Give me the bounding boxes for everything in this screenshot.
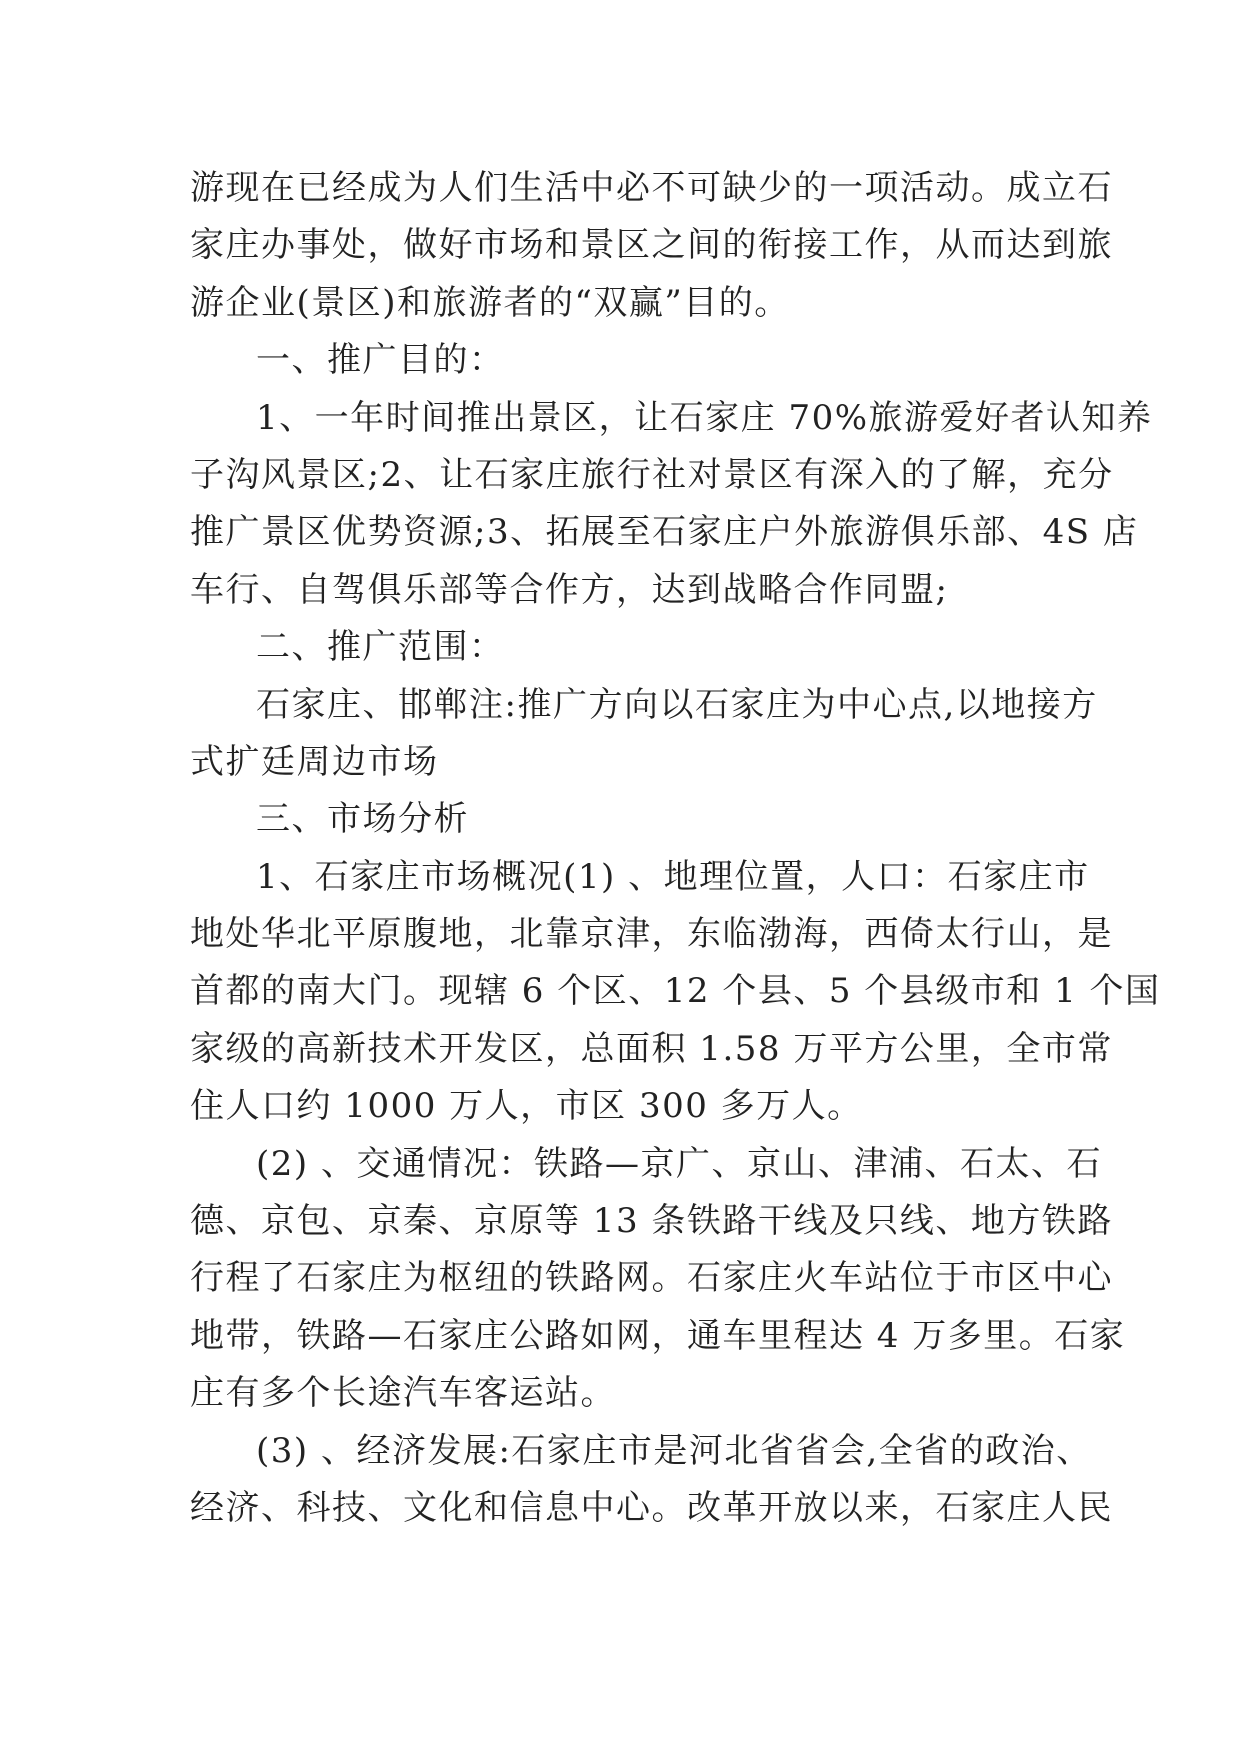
text-line: 家级的高新技术开发区，总面积 1.58 万平方公里，全市常 — [190, 1028, 1113, 1069]
text-line: 住人口约 1000 万人，市区 300 多万人。 — [190, 1086, 863, 1127]
text-line: (2) 、交通情况：铁路—京广、京山、津浦、石太、石 — [256, 1143, 1102, 1184]
text-line: 推广景区优势资源;3、拓展至石家庄户外旅游俱乐部、4S 店 — [190, 512, 1139, 553]
text-line: 1、一年时间推出景区，让石家庄 70%旅游爱好者认知养 — [256, 397, 1153, 438]
text-line: (3) 、经济发展:石家庄市是河北省省会,全省的政治、 — [256, 1430, 1092, 1471]
text-line: 式扩廷周边市场 — [190, 741, 439, 782]
document-body — [190, 160, 1161, 1537]
section-heading: 三、市场分析 — [256, 799, 469, 840]
text-line: 子沟风景区;2、让石家庄旅行社对景区有深入的了解，充分 — [190, 454, 1114, 495]
section-heading: 一、推广目的： — [256, 340, 505, 381]
text-line: 1、石家庄市场概况(1) 、地理位置，人口：石家庄市 — [256, 856, 1090, 897]
text-line: 地带，铁路—石家庄公路如网，通车里程达 4 万多里。石家 — [190, 1315, 1126, 1356]
text-line: 经济、科技、文化和信息中心。改革开放以来，石家庄人民 — [190, 1487, 1113, 1528]
text-line: 地处华北平原腹地，北靠京津，东临渤海，西倚太行山，是 — [190, 914, 1113, 955]
text-line: 首都的南大门。现辖 6 个区、12 个县、5 个县级市和 1 个国 — [190, 971, 1161, 1012]
text-line: 石家庄、邯郸注:推广方向以石家庄为中心点,以地接方 — [256, 684, 1098, 725]
text-line: 德、京包、京秦、京原等 13 条铁路干线及只线、地方铁路 — [190, 1201, 1113, 1242]
text-line: 庄有多个长途汽车客运站。 — [190, 1373, 616, 1414]
text-line: 家庄办事处，做好市场和景区之间的衔接工作，从而达到旅 — [190, 225, 1113, 266]
text-line: 车行、自驾俱乐部等合作方，达到战略合作同盟; — [190, 569, 949, 610]
text-line: 行程了石家庄为枢纽的铁路网。石家庄火车站位于市区中心 — [190, 1258, 1113, 1299]
text-line: 游现在已经成为人们生活中必不可缺少的一项活动。成立石 — [190, 168, 1113, 208]
text-line: 游企业(景区)和旅游者的“双赢”目的。 — [190, 282, 790, 323]
section-heading: 二、推广范围： — [256, 627, 505, 668]
